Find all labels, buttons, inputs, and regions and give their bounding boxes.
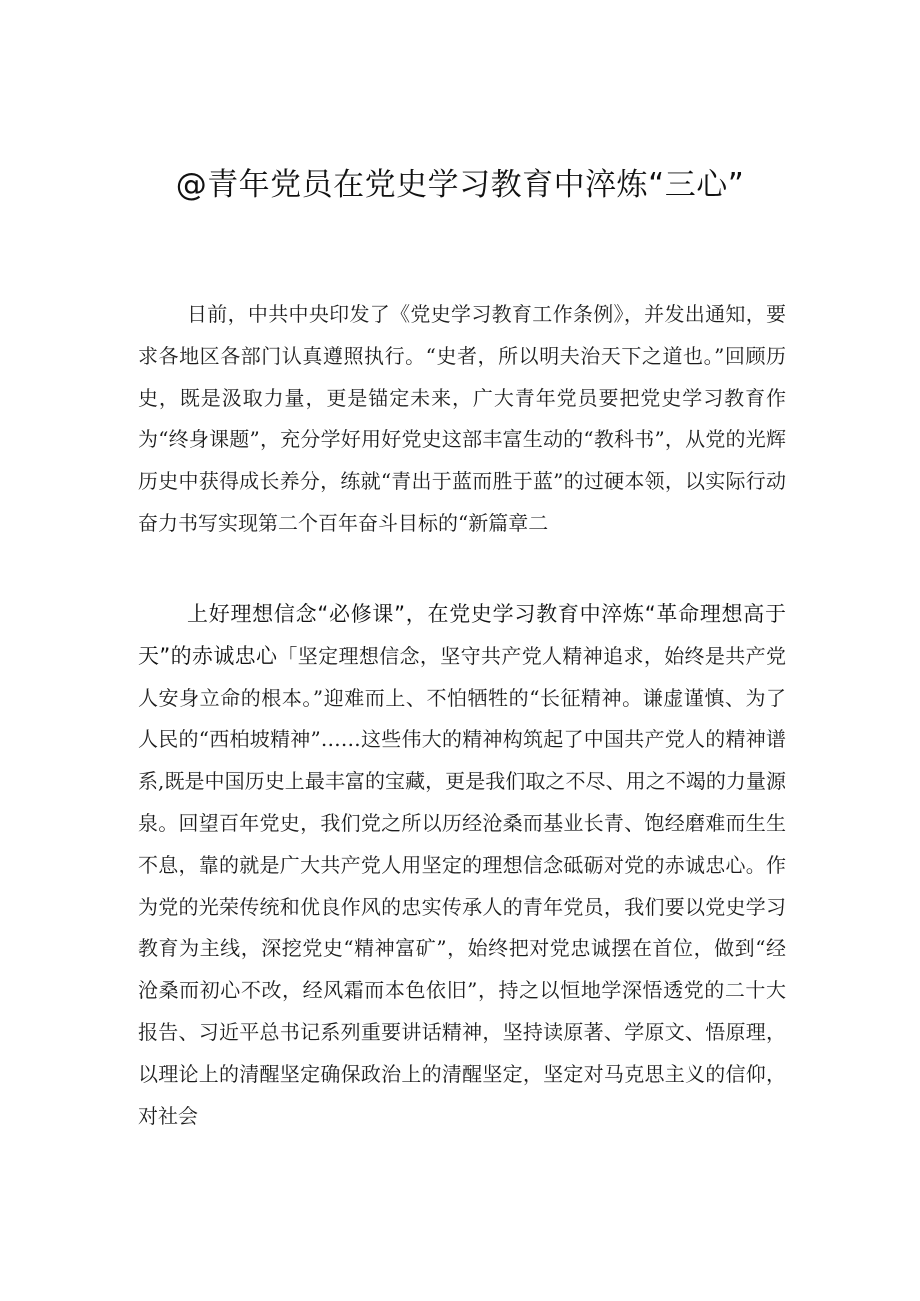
body-paragraph-1 [138, 294, 786, 545]
section-heading: 上好理想信念“必修课”，在党史学习教育中淬炼“革命理想高于天”的赤诚忠心 [138, 602, 786, 668]
body-paragraph-2 [138, 594, 786, 1137]
document-title: @青年党员在党史学习教育中淬炼“三心” [175, 167, 745, 203]
paragraph-2-text: 「坚定理想信念，坚守共产党人精神追求，始终是共产党人安身立命的根本。”迎难而上、不怕牺牲的“长征精神。谦虚谨慎、为了人民的“西柏坡精神”……这些伟大的精神构筑起了中国共产党人的精神谱系,既是中国历史上最丰富的宝藏，更是我们取之不尽、用之不竭的力量源泉。回望百年党史，我们党之所以历经沧桑而基业长青、饱经磨难而生生不息，靠的就是广大共产党人用坚定的理想信念砥砺对党的赤诚忠心。作为党的光荣传统和优良作风的忠实传承人的青年党员，我们要以党史学习教育为主线，深挖党史“精神富矿”，始终把对党忠诚摆在首位，做到“经沧桑而初心不改，经风霜而本色依旧”，持之以恒地学深悟透党的二十大报告、习近平总书记系列重要讲话精神，坚持读原著、学原文、悟原理，以理论上的清醒坚定确保政治上的清醒坚定，坚定对马克思主义的信仰，对社会 [138, 643, 786, 1128]
paragraph-1-text: 日前，中共中央印发了《党史学习教育工作条例》，并发出通知，要求各地区各部门认真遵照执行。“史者，所以明夫治天下之道也。”回顾历史，既是汲取力量，更是锚定未来，广大青年党员要把党史学习教育作为“终身课题”，充分学好用好党史这部丰富生动的“教科书”，从党的光辉历史中获得成长养分，练就“青出于蓝而胜于蓝”的过硬本领，以实际行动奋力书写实现第二个百年奋斗目标的“新篇章二 [138, 302, 786, 535]
